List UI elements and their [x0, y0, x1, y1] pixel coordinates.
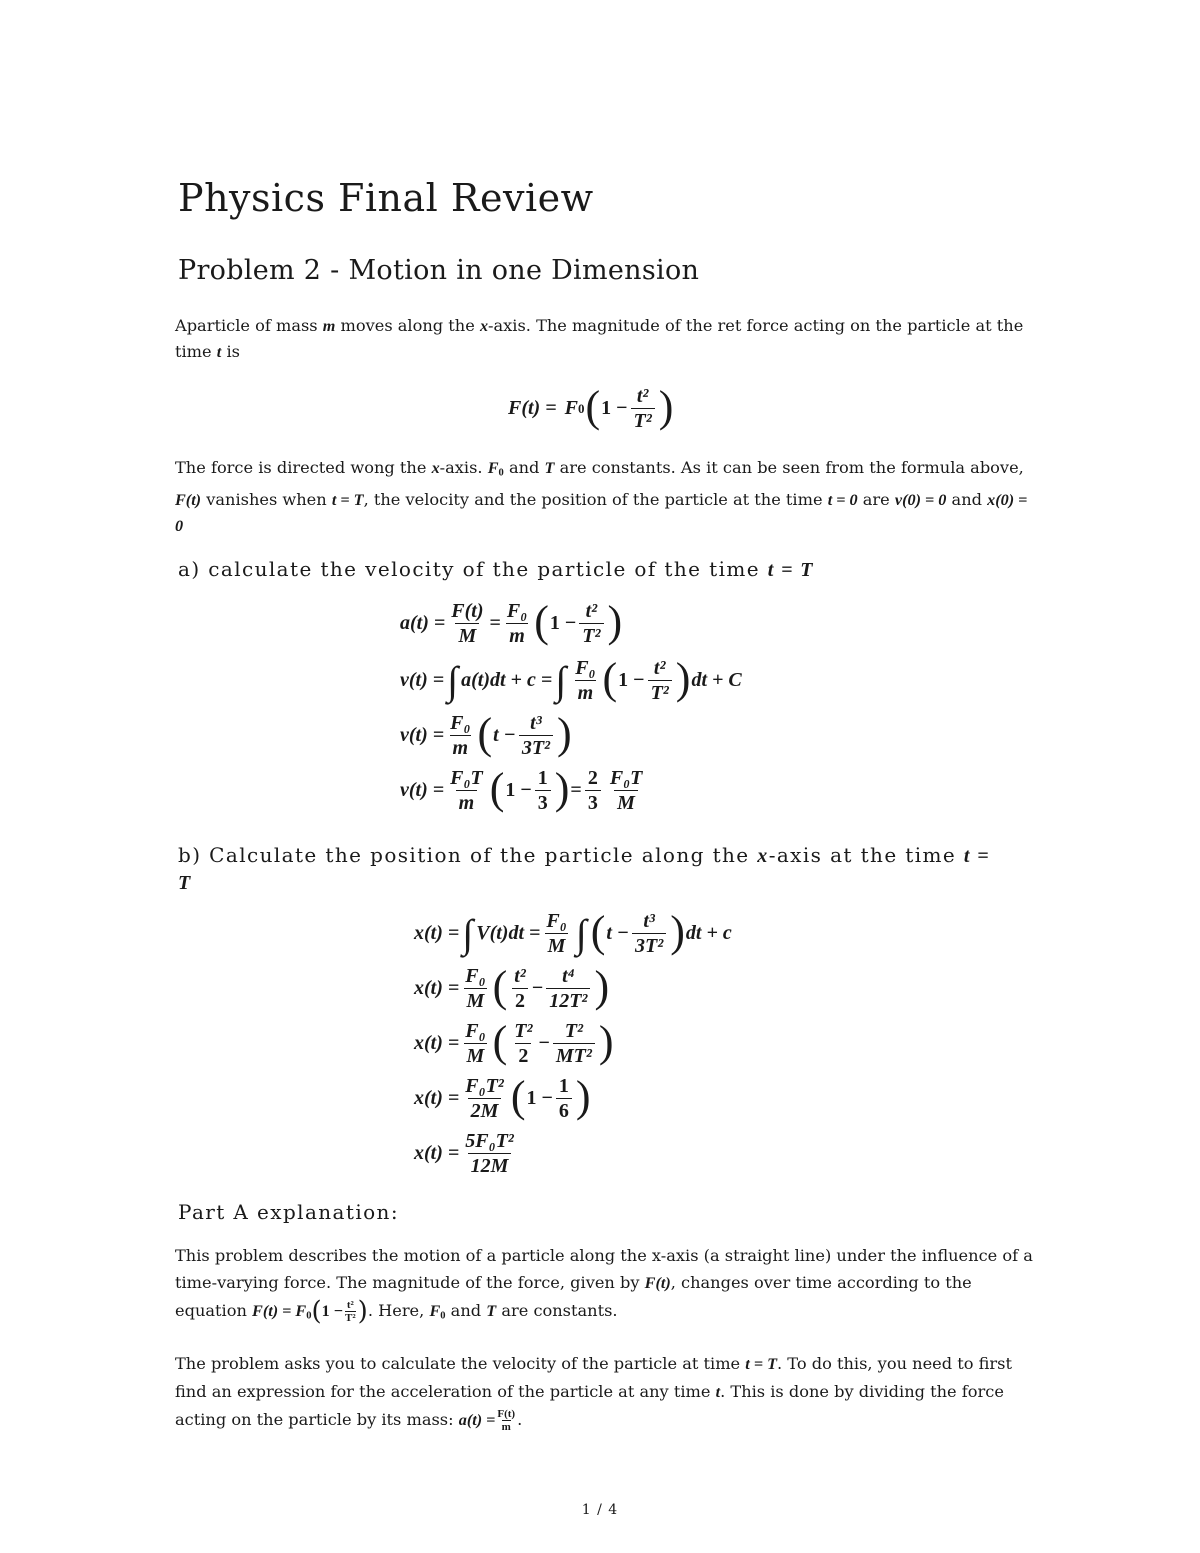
- intro-paragraph: Aparticle of mass m moves along the x-axis. The magnitude of the ret force acting on the particle at the time t is: [175, 316, 1024, 361]
- part-b-eq-1: x(t) = ∫ V(t)dt = $\frac{\text{F₀}}{M}$ ∫ ( t − $\frac{\text{t³}}{\text{3T²}}$ ) dt + c: [414, 906, 732, 957]
- part-b-eq-5: x(t) = $\frac{\text{5F₀T²}}{12M}$: [414, 1130, 514, 1177]
- explanation-paragraph-1: This problem describes the motion of a particle along the x-axis (a straight line) under the influence of a time-varying force. The magnitude of the force, given by F(t), changes over time according to the equation $F(t) = F_0(1$ − $\frac{\text{t²}}{\text{T²}}$ ). Here, $F_0$ and T are constants.: [175, 1246, 1033, 1327]
- part-a-eq-3: v(t) = $\frac{\text{F₀}}{m}$ ( t − $\frac{\text{t³}}{\text{3T²}}$ ): [400, 708, 572, 759]
- part-b-eq-3: x(t) = $\frac{\text{F₀}}{M}$ ( $\frac{\text{T²}}{2}$ − $\frac{\text{T²}}{\text{MT²}}$ ): [414, 1016, 614, 1067]
- part-a-eq-1: a(t) = $\frac{F(t)}{M}$ = $\frac{\text{F₀}}{m}$ ( 1 − $\frac{\text{t²}}{\text{T²}}$ ): [400, 596, 623, 647]
- part-b-eq-4: x(t) = $\frac{\text{F₀T²}}{2M}$ ( 1 − $\frac{1}{6}$ ): [414, 1071, 591, 1122]
- document-title: Physics Final Review: [178, 176, 594, 220]
- part-b-eq-2: x(t) = $\frac{\text{F₀}}{M}$ ( $\frac{\text{t²}}{2}$ − $\frac{\text{t⁴}}{\text{12T²}}$ ): [414, 961, 610, 1012]
- page-number: 1 / 4: [581, 1502, 619, 1518]
- part-a-eq-2: v(t) = ∫ a(t)dt + c = ∫ $\frac{\text{F₀}}{m}$ ( 1 − $\frac{\text{t²}}{\text{T²}}$ ) dt + C: [400, 653, 742, 704]
- conditions-paragraph: The force is directed wong the x-axis. $F_0$ and T are constants. As it can be seen from the formula above, F(t) vanishes when t = T, the velocity and the position of the particle at the time t = 0 are v(0) = 0 and x(0) = 0: [175, 458, 1028, 535]
- part-a-heading: a) calculate the velocity of the particle of the time t = T: [178, 557, 814, 581]
- force-equation: F(t) = F 0 ( 1 − $\frac{\text{t²}}{\text{T²}}$ ): [508, 381, 674, 432]
- problem-heading: Problem 2 - Motion in one Dimension: [178, 255, 700, 286]
- part-b-heading: b) Calculate the position of the particle along the x-axis at the time t = T: [178, 843, 991, 894]
- explanation-heading: Part A explanation:: [178, 1200, 399, 1224]
- part-a-eq-4: v(t) = $\frac{\text{F₀T}}{m}$ ( 1 − $\frac{1}{3}$ ) = $\frac{2}{3}$ $\frac{\text{F₀T}}{M}$: [400, 763, 643, 814]
- explanation-paragraph-2: The problem asks you to calculate the velocity of the particle at time t = T. To do this, you need to first find an expression for the acceleration of the particle at any time t. This is done by dividing the force acting on the particle by its mass: a(t) = $\frac{F(t)}{m}$ .: [175, 1354, 1012, 1433]
